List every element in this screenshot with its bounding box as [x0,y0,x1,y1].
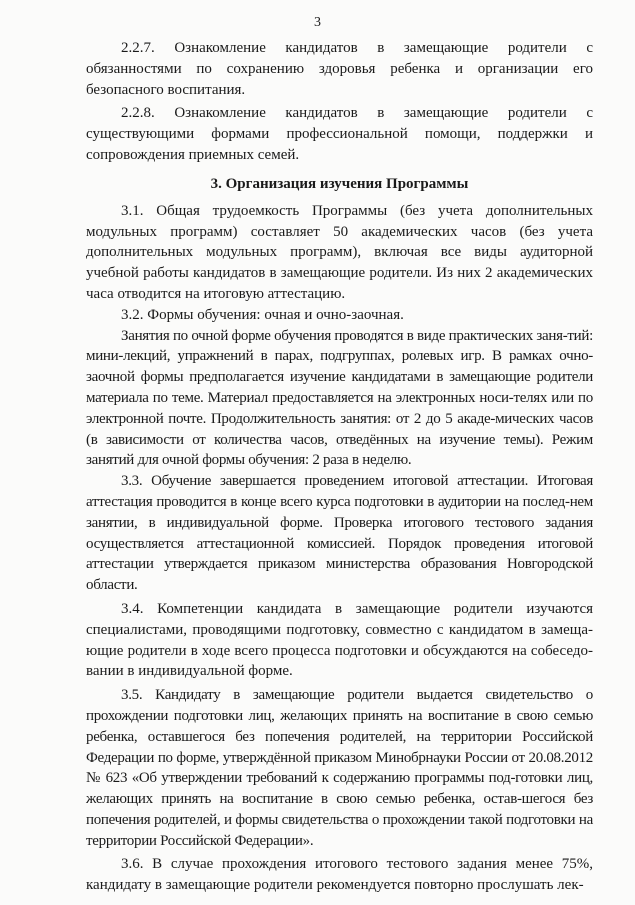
page-content [86,38,593,896]
paragraph-3-6: 3.6. В случае прохождения итогового тестового задания менее 75%, кандидату в замещающие родители рекомендуется повторно прослушать лек- [86,856,593,894]
paragraph-3-1: 3.1. Общая трудоемкость Программы (без учета дополнительных модульных программ) составляет 50 академических часов (без учета дополнительных модульных программ), включая все виды аудиторной учебной работы кандидатов в замещающие родители. Из них 2 академических часа отводится на итоговую аттестацию. [86,202,593,302]
paragraph-3-5: 3.5. Кандидату в замещающие родители выдается свидетельство о прохождении подготовки лиц, желающих принять на воспитание в свою семью ребенка, оставшегося без попечения родителей, на территории Российской Федерации по форме, утверждённой приказом Минобрнауки России от 20.08.2012 № 623 «Об утверждении требований к содержанию программы под-готовки лиц, желающих принять на воспитание в свою семью ребенка, остав-шегося без попечения родителей, и формы свидетельства о прохождении такой подготовки на территории Российской Федерации». [86,687,593,849]
item-2-2-7: 2.2.7. Ознакомление кандидатов в замещающие родители с обязанностями по сохранению здоровья ребенка и организации его безопасного воспитания. [86,40,593,98]
page-number: 3 [314,15,321,30]
section-title: 3. Организация изучения Программы [210,175,469,192]
paragraph-3-4: 3.4. Компетенции кандидата в замещающие родители изучаются специалистами, проводящими подготовку, совместно с кандидатом в замеща-ющие родители в ходе всего процесса подготовки и обсуждаются на собеседо-вании в индивидуальной форме. [86,600,593,680]
item-2-2-8: 2.2.8. Ознакомление кандидатов в замещающие родители с существующими формами профессиональной помощи, поддержки и сопровождения приемных семей. [86,105,593,163]
paragraph-3-3: 3.3. Обучение завершается проведением итоговой аттестации. Итоговая аттестация проводится в конце всего курса подготовки в аудитории на послед-нем занятии, в индивидуальной форме. Проверка итогового тестового задания осуществляется аттестационной комиссией. Порядок проведения итоговой аттестации утверждается приказом министерства образования Новгородской области. [86,473,593,594]
paragraph-study-forms: Занятия по очной форме обучения проводятся в виде практических заня-тий: мини-лекций, упражнений в парах, подгруппах, ролевых игр. В рамках очно-заочной формы предполагается изучение кандидатами в замещающие родители материала по теме. Материал предоставляется на электронных носи-телях или по электронной почте. Продолжительность занятия: от 2 до 5 акаде-мических часов (в зависимости от количества часов, отведённых на изучение темы). Режим занятий для очной формы обучения: 2 раза в неделю. [86,327,593,469]
paragraph-3-2: 3.2. Формы обучения: очная и очно-заочная. [121,306,404,323]
